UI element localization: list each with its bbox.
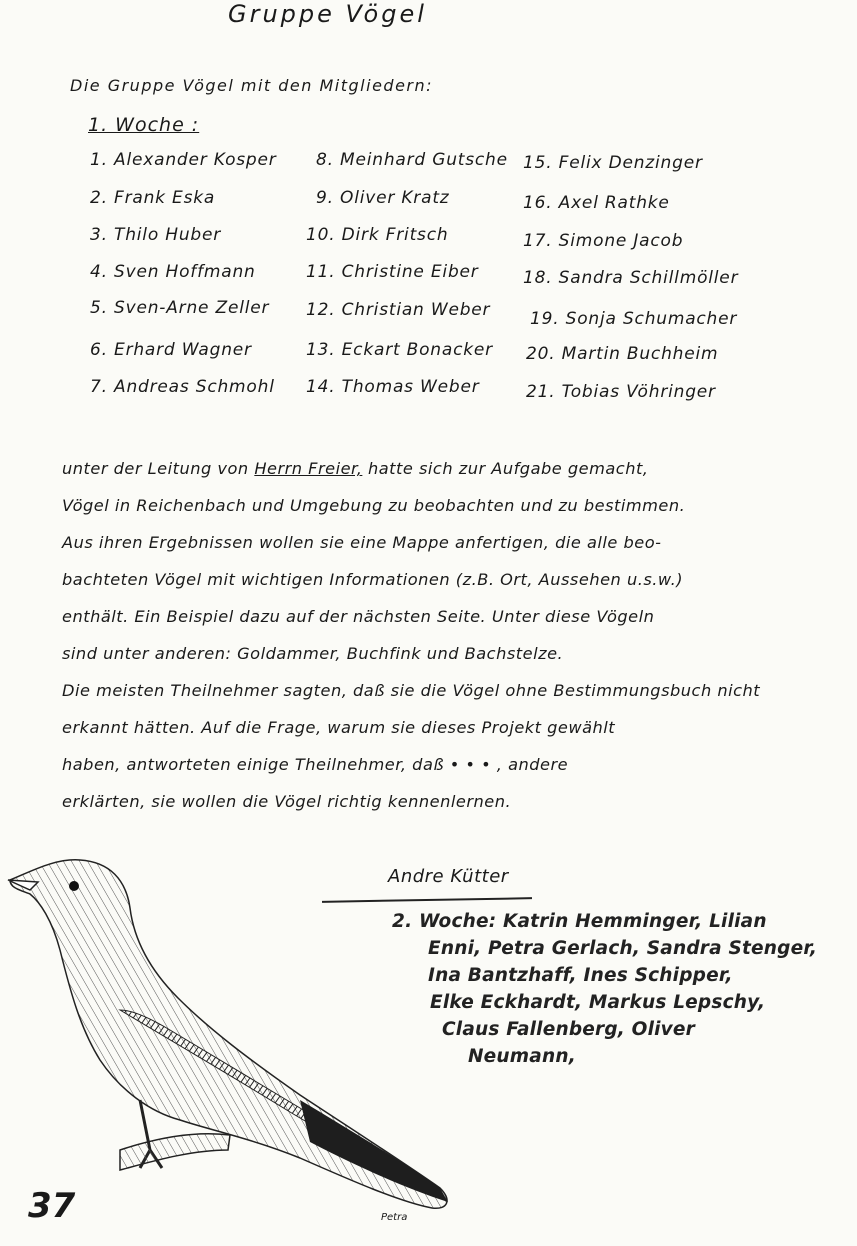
week2-line-4: Elke Eckhardt, Markus Lepschy, bbox=[430, 992, 766, 1013]
member-8: 8. Meinhard Gutsche bbox=[316, 150, 508, 170]
paragraph-line-1-start: unter der Leitung von bbox=[62, 459, 255, 478]
member-10: 10. Dirk Fritsch bbox=[306, 225, 449, 245]
member-20: 20. Martin Buchheim bbox=[526, 344, 719, 364]
paragraph-line-2: Vögel in Reichenbach und Umgebung zu beobachten und zu bestimmen. bbox=[62, 496, 686, 515]
member-1: 1. Alexander Kosper bbox=[90, 150, 277, 170]
week2-line-2: Enni, Petra Gerlach, Sandra Stenger, bbox=[428, 938, 818, 959]
paragraph-line-3: Aus ihren Ergebnissen wollen sie eine Mappe anfertigen, die alle beo- bbox=[62, 533, 662, 552]
member-14: 14. Thomas Weber bbox=[306, 377, 480, 397]
member-4: 4. Sven Hoffmann bbox=[90, 262, 256, 282]
member-2: 2. Frank Eska bbox=[90, 188, 216, 208]
paragraph-line-1 bbox=[62, 450, 842, 487]
paragraph-line-10: erklärten, sie wollen die Vögel richtig kennenlernen. bbox=[62, 792, 512, 811]
member-12: 12. Christian Weber bbox=[306, 300, 491, 320]
member-11: 11. Christine Eiber bbox=[306, 262, 479, 282]
report-paragraph bbox=[62, 450, 842, 820]
paragraph-line-6: sind unter anderen: Goldammer, Buchfink und Bachstelze. bbox=[62, 644, 564, 663]
page-number: 37 bbox=[28, 1186, 76, 1226]
week1-heading-text: 1. Woche : bbox=[88, 114, 200, 136]
paragraph-line-1-end: hatte sich zur Aufgabe gemacht, bbox=[362, 459, 649, 478]
member-19: 19. Sonja Schumacher bbox=[530, 309, 738, 329]
branch bbox=[120, 1134, 230, 1170]
member-15: 15. Felix Denzinger bbox=[523, 153, 703, 173]
member-5: 5. Sven-Arne Zeller bbox=[90, 298, 270, 318]
week2-line-6: Neumann, bbox=[468, 1046, 576, 1067]
week1-heading bbox=[88, 114, 199, 136]
bird-eye bbox=[69, 881, 79, 891]
leader-name: Herrn Freier, bbox=[254, 459, 363, 478]
member-3: 3. Thilo Huber bbox=[90, 225, 222, 245]
paragraph-line-9: haben, antworteten einige Theilnehmer, daß • • • , andere bbox=[62, 755, 569, 774]
week2-line-3: Ina Bantzhaff, Ines Schipper, bbox=[428, 965, 733, 986]
paragraph-line-7: Die meisten Theilnehmer sagten, daß sie die Vögel ohne Bestimmungsbuch nicht bbox=[62, 681, 761, 700]
page-title: Gruppe Vögel bbox=[228, 0, 427, 28]
week2-line-5: Claus Fallenberg, Oliver bbox=[442, 1019, 695, 1040]
member-18: 18. Sandra Schillmöller bbox=[523, 268, 739, 288]
member-17: 17. Simone Jacob bbox=[523, 231, 684, 251]
paragraph-line-5: enthält. Ein Beispiel dazu auf der nächsten Seite. Unter diese Vögeln bbox=[62, 607, 655, 626]
member-9: 9. Oliver Kratz bbox=[316, 188, 450, 208]
member-16: 16. Axel Rathke bbox=[523, 193, 670, 213]
paragraph-line-4: bachteten Vögel mit wichtigen Informationen (z.B. Ort, Aussehen u.s.w.) bbox=[62, 570, 684, 589]
member-21: 21. Tobias Vöhringer bbox=[526, 382, 716, 402]
member-6: 6. Erhard Wagner bbox=[90, 340, 252, 360]
member-13: 13. Eckart Bonacker bbox=[306, 340, 493, 360]
paragraph-line-8: erkannt hätten. Auf die Frage, warum sie dieses Projekt gewählt bbox=[62, 718, 616, 737]
group-intro: Die Gruppe Vögel mit den Mitgliedern: bbox=[70, 76, 434, 95]
author-signature: Andre Kütter bbox=[388, 866, 509, 887]
artist-signature: Petra bbox=[381, 1212, 408, 1223]
member-7: 7. Andreas Schmohl bbox=[90, 377, 275, 397]
week2-line-1: 2. Woche: Katrin Hemminger, Lilian bbox=[392, 911, 767, 932]
